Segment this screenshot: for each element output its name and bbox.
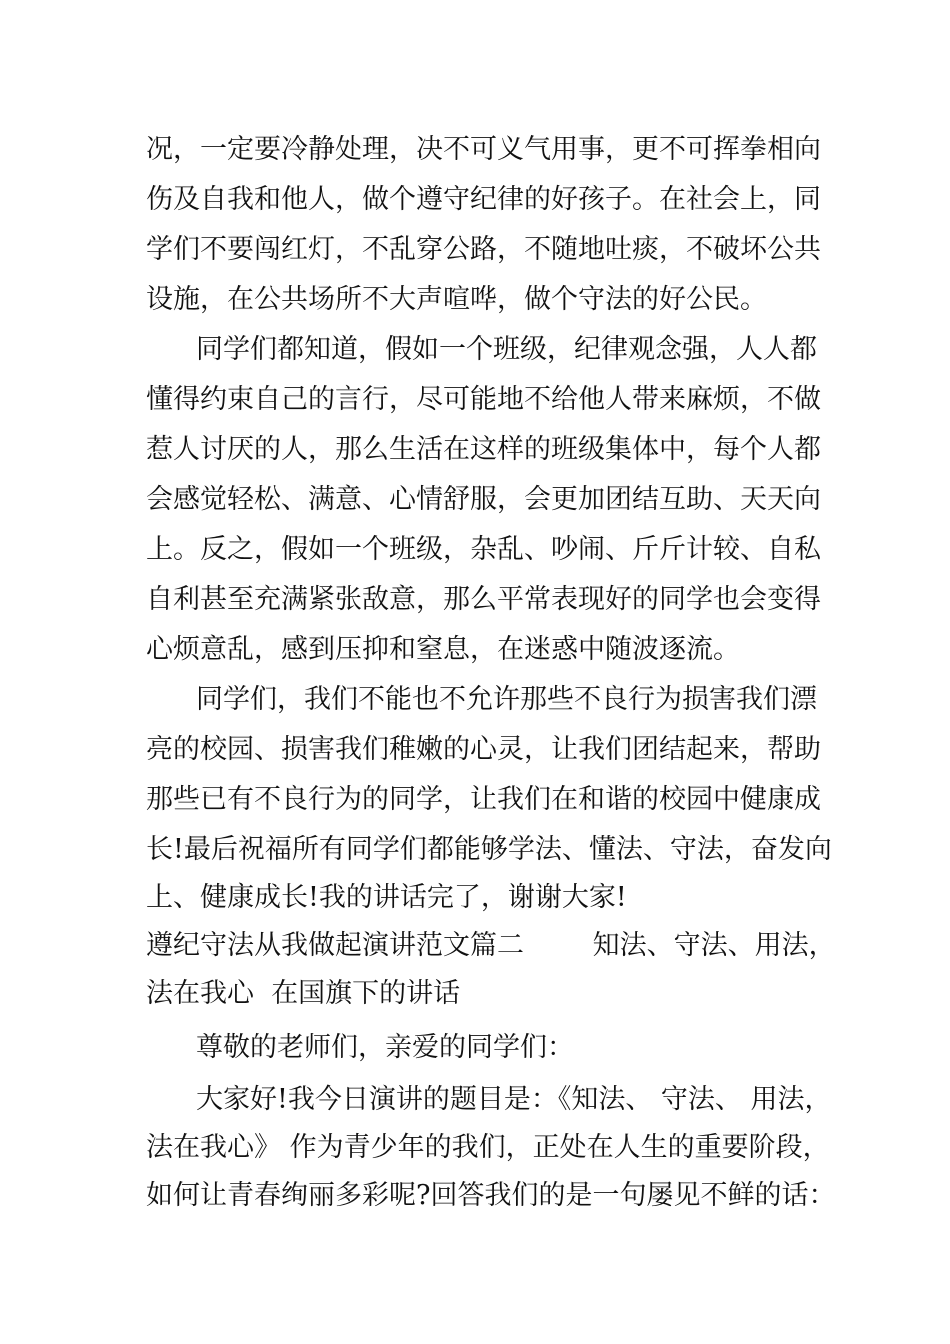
salutation: 尊敬的老师们，亲爱的同学们： bbox=[196, 1032, 574, 1063]
text-line: 设施，在公共场所不大声喧哗，做个守法的好公民。 bbox=[146, 284, 767, 315]
text-line: 上。反之，假如一个班级，杂乱、吵闹、斤斤计较、自私 bbox=[146, 534, 821, 565]
text-line: 伤及自我和他人，做个遵守纪律的好孩子。在社会上，同 bbox=[146, 184, 821, 215]
paragraph-first-line: 同学们都知道，假如一个班级，纪律观念强，人人都 bbox=[196, 334, 817, 365]
text-line: 心烦意乱，感到压抑和窒息，在迷惑中随波逐流。 bbox=[146, 634, 740, 665]
text-line: 惹人讨厌的人，那么生活在这样的班级集体中，每个人都 bbox=[146, 434, 821, 465]
text-line: 上、健康成长!我的讲话完了，谢谢大家! bbox=[146, 882, 627, 913]
section-heading: 遵纪守法从我做起演讲范文篇二 知法、守法、用法， bbox=[146, 930, 836, 961]
text-line: 如何让青春绚丽多彩呢?回答我们的是一句屡见不鲜的话： bbox=[146, 1180, 836, 1211]
paragraph-first-line: 同学们，我们不能也不允许那些不良行为损害我们漂 bbox=[196, 684, 817, 715]
text-line: 学们不要闯红灯，不乱穿公路，不随地吐痰，不破坏公共 bbox=[146, 234, 821, 265]
text-line: 亮的校园、损害我们稚嫩的心灵，让我们团结起来，帮助 bbox=[146, 734, 821, 765]
section-subheading: 法在我心 在国旗下的讲话 bbox=[146, 978, 461, 1009]
text-line: 那些已有不良行为的同学，让我们在和谐的校园中健康成 bbox=[146, 784, 821, 815]
text-line: 法在我心》 作为青少年的我们，正处在人生的重要阶段， bbox=[146, 1132, 830, 1163]
text-line: 自利甚至充满紧张敌意，那么平常表现好的同学也会变得 bbox=[146, 584, 821, 615]
paragraph-first-line: 大家好!我今日演讲的题目是：《知法、 守法、 用法， bbox=[196, 1084, 832, 1115]
text-line: 长!最后祝福所有同学们都能够学法、懂法、守法，奋发向 bbox=[146, 834, 832, 865]
text-line: 况，一定要冷静处理，决不可义气用事，更不可挥拳相向 bbox=[146, 134, 821, 165]
text-line: 懂得约束自己的言行，尽可能地不给他人带来麻烦，不做 bbox=[146, 384, 821, 415]
text-line: 会感觉轻松、满意、心情舒服，会更加团结互助、天天向 bbox=[146, 484, 821, 515]
